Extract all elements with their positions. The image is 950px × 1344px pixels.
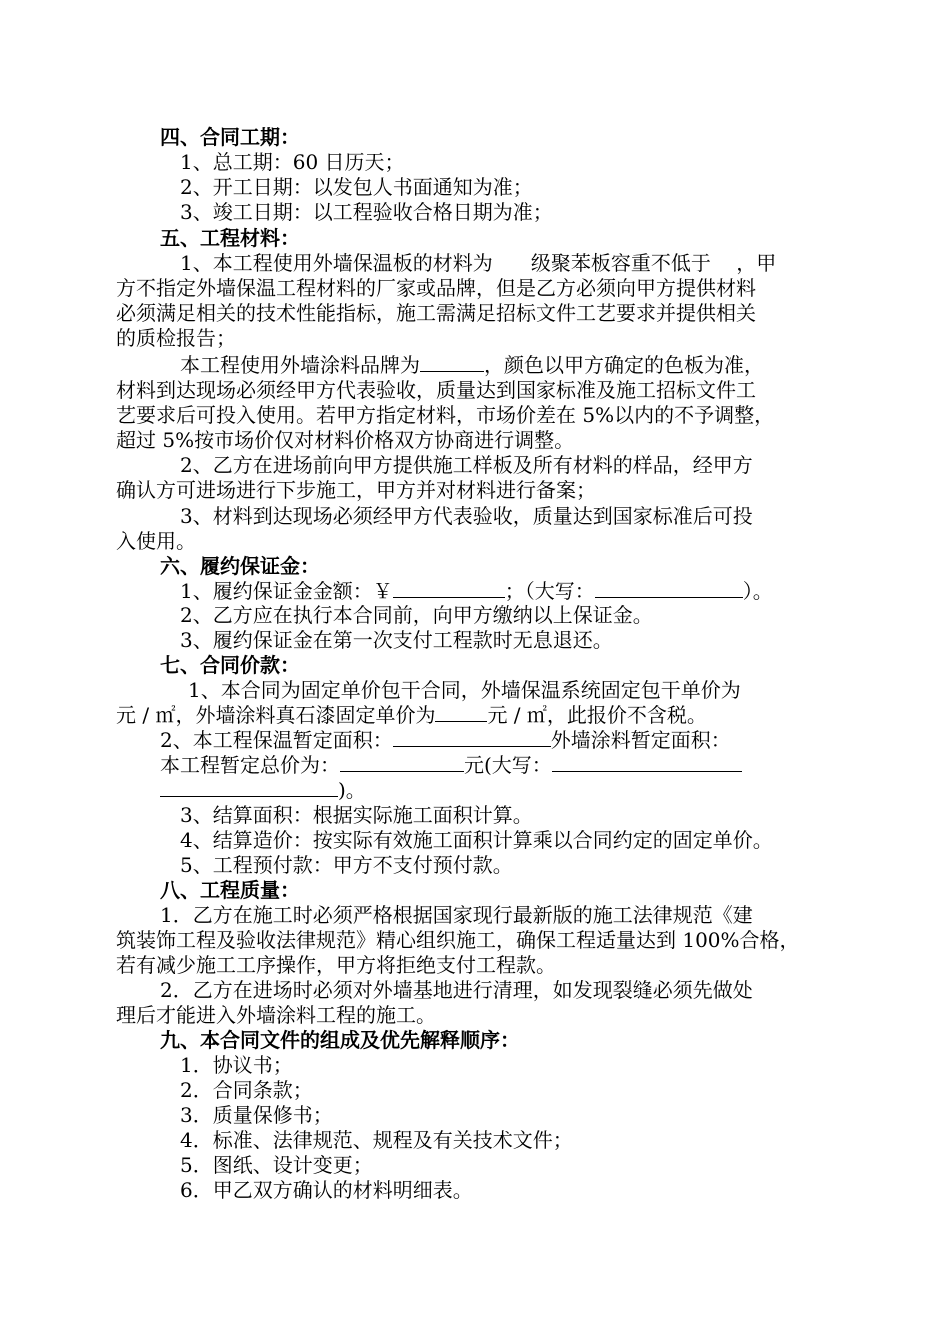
price-p2 [160,728,731,752]
quality-p1-line: 筑装饰工程及验收法律规范》精心组织施工，确保工程适量达到 100%合格， [116,928,800,952]
quality-p2-line: 2．乙方在进场时必须对外墙基地进行清理，如发现裂缝必须先做处 [160,978,753,1002]
price-item-4: 4、结算造价：按实际有效施工面积计算乘以合同约定的固定单价。 [180,828,773,852]
insulation-area-blank [393,728,551,747]
materials-p2-line: 超过 5%按市场价仅对材料价格双方协商进行调整。 [116,428,575,452]
deposit-item-1 [180,579,773,603]
section-heading-schedule: 四、合同工期： [160,125,300,149]
price-p1-line1: 1、本合同为固定单价包干合同，外墙保温系统固定包干单价为 [188,678,741,702]
materials-p1-line: 方不指定外墙保温工程材料的厂家或品牌，但是乙方必须向甲方提供材料 [116,276,756,300]
quality-p2-line: 理后才能进入外墙涂料工程的施工。 [116,1003,436,1027]
section-heading-price: 七、合同价款： [160,653,300,677]
materials-p4-line: 3、材料到达现场必须经甲方代表验收，质量达到国家标准后可投 [180,504,753,528]
section-heading-documents: 九、本合同文件的组成及优先解释顺序： [160,1028,520,1052]
price-p3-cont [160,778,366,802]
schedule-item-1: 1、总工期：60 日历天； [180,150,405,174]
materials-p2-first-line [180,353,764,377]
materials-p4-line: 入使用。 [116,529,196,553]
deposit-words-label: ；（大写： [504,579,595,603]
paint-unit-price-blank [435,703,487,722]
deposit-item-2: 2、乙方应在执行本合同前，向甲方缴纳以上保证金。 [180,603,653,627]
schedule-item-2: 2、开工日期：以发包人书面通知为准； [180,175,533,199]
materials-p1-line: 必须满足相关的技术性能指标，施工需满足招标文件工艺要求并提供相关 [116,301,756,325]
documents-item-4: 4．标准、法律规范、规程及有关技术文件； [180,1128,573,1152]
price-unit-suffix: 元 / ㎡，此报价不含税。 [487,703,707,727]
price-item-5: 5、工程预付款：甲方不支付预付款。 [180,853,513,877]
deposit-item-3: 3、履约保证金在第一次支付工程款时无息退还。 [180,628,613,652]
total-price-words-label: 元(大写： [464,753,552,777]
price-p1-line2 [116,703,707,727]
documents-item-6: 6．甲乙双方确认的材料明细表。 [180,1178,473,1202]
materials-p3-line: 2、乙方在进场前向甲方提供施工样板及所有材料的样品，经甲方 [180,453,753,477]
schedule-item-3: 3、竣工日期：以工程验收合格日期为准； [180,200,553,224]
materials-p1-line: 的质检报告； [116,326,236,350]
price-p3 [160,753,742,777]
materials-p2-end: ，颜色以甲方确定的色板为准， [484,353,764,377]
total-price-end: )。 [338,778,366,802]
total-price-label: 本工程暂定总价为： [160,753,340,777]
materials-p2-line: 材料到达现场必须经甲方代表验收，质量达到国家标准及施工招标文件工 [116,378,756,402]
paint-area-label: 外墙涂料暂定面积： [550,728,731,752]
total-price-words-blank-cont [160,778,338,797]
deposit-words-blank [595,579,743,598]
materials-p2-start: 本工程使用外墙涂料品牌为 [180,353,420,377]
insulation-area-label: 2、本工程保温暂定面积： [160,728,393,752]
materials-p2-line: 艺要求后可投入使用。若甲方指定材料，市场价差在 5%以内的不予调整， [116,403,775,427]
deposit-amount-blank [393,579,505,598]
documents-item-2: 2．合同条款； [180,1078,313,1102]
materials-p3-line: 确认方可进场进行下步施工，甲方并对材料进行备案； [116,478,596,502]
total-price-words-blank [552,753,742,772]
section-heading-deposit: 六、履约保证金： [160,554,320,578]
documents-item-1: 1．协议书； [180,1053,293,1077]
quality-p1-line: 1．乙方在施工时必须严格根据国家现行最新版的施工法律规范《建 [160,903,753,927]
price-item-3: 3、结算面积：根据实际施工面积计算。 [180,803,533,827]
total-price-blank [340,753,464,772]
deposit-amount-label: 1、履约保证金金额：￥ [180,579,393,603]
materials-p1-line: 1、本工程使用外墙保温板的材料为 级聚苯板容重不低于 ，甲 [180,251,777,275]
paint-brand-blank [420,353,484,372]
price-unit-label: 元 / ㎡，外墙涂料真石漆固定单价为 [116,703,436,727]
documents-item-5: 5．图纸、设计变更； [180,1153,373,1177]
quality-p1-line: 若有减少施工工序操作，甲方将拒绝支付工程款。 [116,953,556,977]
section-heading-quality: 八、工程质量： [160,878,300,902]
deposit-item-1-end: ）。 [742,579,773,603]
section-heading-materials: 五、工程材料： [160,226,300,250]
documents-item-3: 3．质量保修书； [180,1103,333,1127]
